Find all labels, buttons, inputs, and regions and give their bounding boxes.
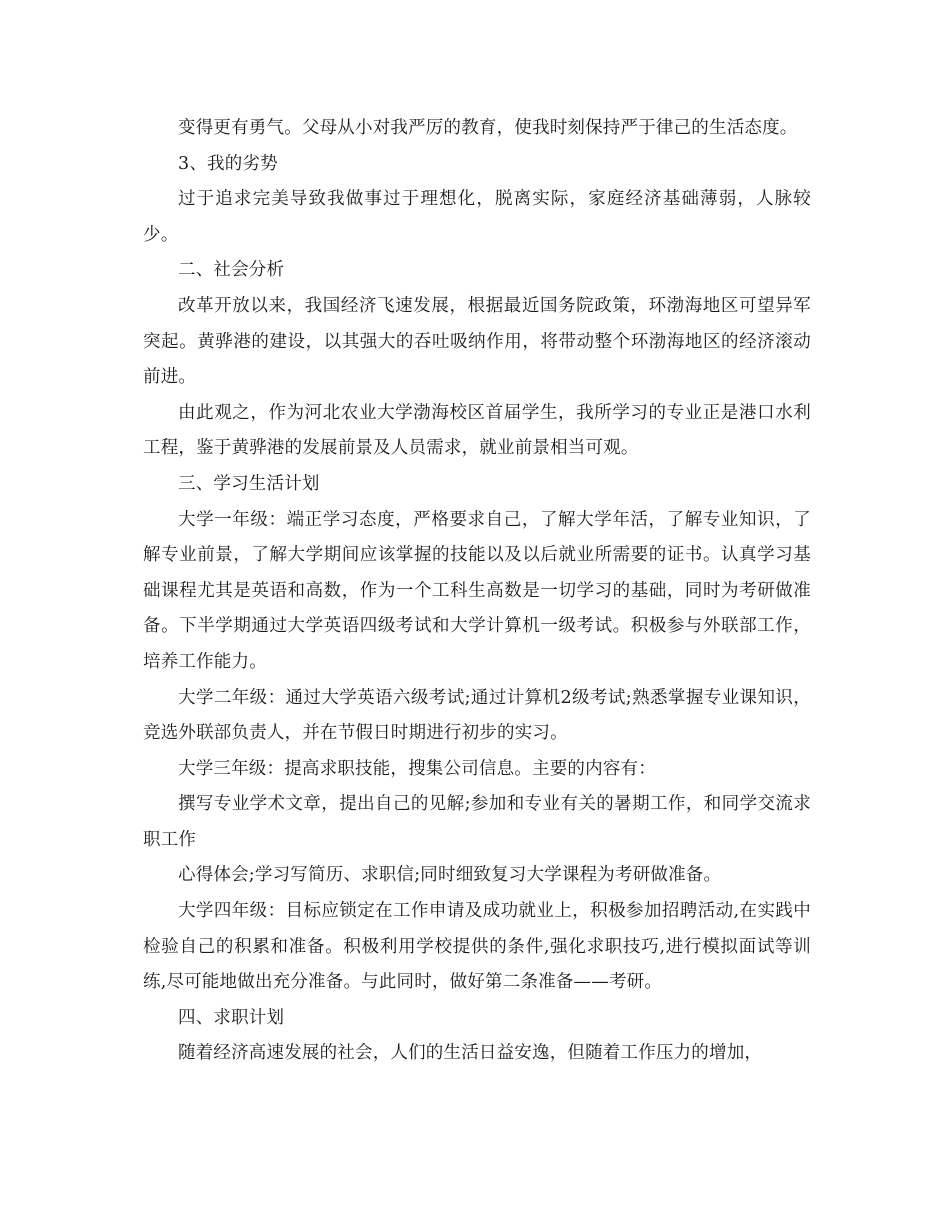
paragraph-social-analysis-2: 由此观之，作为河北农业大学渤海校区首届学生，我所学习的专业正是港口水利工程，鉴于黄骅港的发展前景及人员需求，就业前景相当可观。	[143, 402, 811, 459]
paragraph-social-analysis-1: 改革开放以来，我国经济飞速发展，根据最近国务院政策，环渤海地区可望异军突起。黄骅港的建设，以其强大的吞吐吸纳作用，将带动整个环渤海地区的经济滚动前进。	[143, 295, 811, 388]
paragraph-year-four: 大学四年级：目标应锁定在工作申请及成功就业上，积极参加招聘活动,在实践中检验自己的积累和准备。积极利用学校提供的条件,强化求职技巧,进行模拟面试等训练,尽可能地做出充分准备。与此同时，做好第二条准备——考研。	[143, 901, 811, 993]
paragraph-job-plan: 随着经济高速发展的社会，人们的生活日益安逸，但随着工作压力的增加，	[178, 1043, 763, 1064]
section-heading-study-plan: 三、学习生活计划	[178, 473, 320, 494]
paragraph-year-three-detail-1: 撰写专业学术文章，提出自己的见解;参加和专业有关的暑期工作，和同学交流求职工作	[143, 794, 811, 850]
paragraph-year-one: 大学一年级：端正学习态度，严格要求自己，了解大学年活，了解专业知识，了解专业前景，了解大学期间应该掌握的技能以及以后就业所需要的证书。认真学习基础课程尤其是英语和高数，作为一个工科生高数是一切学习的基础，同时为考研做准备。下半学期通过大学英语四级考试和大学计算机一级考试。积极参与外联部工作，培养工作能力。	[143, 509, 811, 672]
paragraph-year-three: 大学三年级：提高求职技能，搜集公司信息。主要的内容有：	[178, 758, 656, 779]
section-heading-job-plan: 四、求职计划	[178, 1007, 285, 1028]
paragraph-year-two: 大学二年级：通过大学英语六级考试;通过计算机2级考试;熟悉掌握专业课知识，竞选外联部负责人，并在节假日时期进行初步的实习。	[143, 687, 811, 744]
paragraph-weaknesses: 过于追求完美导致我做事过于理想化，脱离实际，家庭经济基础薄弱，人脉较少。	[143, 189, 811, 245]
paragraph-intro-continuation: 变得更有勇气。父母从小对我严厉的教育，使我时刻保持严于律己的生活态度。	[178, 118, 798, 138]
paragraph-year-three-detail-2: 心得体会;学习写简历、求职信;同时细致复习大学课程为考研做准备。	[178, 865, 722, 886]
document-body	[143, 111, 811, 1072]
section-heading-social-analysis: 二、社会分析	[178, 260, 285, 281]
subheading-weaknesses: 3、我的劣势	[178, 153, 278, 174]
